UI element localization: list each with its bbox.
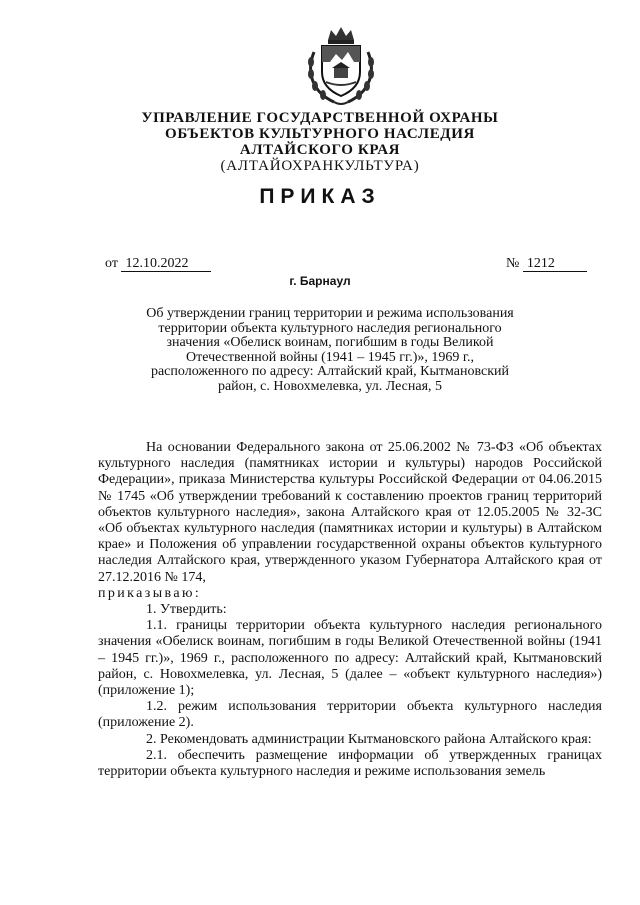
document-title: ПРИКАЗ — [259, 185, 381, 208]
org-line-1: УПРАВЛЕНИЕ ГОСУДАРСТВЕННОЙ ОХРАНЫ — [141, 110, 499, 126]
body-paragraph: 1.1. границы территории объекта культурного наследия регионального значения «Обелиск воинам, погибшим в годы Великой Отечественной войны (1941 – 1945 гг.)», 1969 г., расположенного по адресу: Алтайский край, Кытмановский район, с. Новохмелевка, ул. Лесная, 5 (далее – «объект культурного наследия») (приложение 1); — [98, 618, 602, 699]
date-value: 12.10.2022 — [121, 256, 211, 272]
number-field — [506, 256, 587, 272]
city-label: г. Барнаул — [289, 274, 351, 288]
subject-line: значения «Обелиск воинам, погибшим в годы Великой — [166, 335, 494, 351]
subject-line: расположенного по адресу: Алтайский край, Кытмановский — [150, 364, 510, 380]
org-short-name: (АЛТАЙОХРАНКУЛЬТУРА) — [220, 158, 420, 174]
body-paragraph: 2. Рекомендовать администрации Кытмановского района Алтайского края: — [146, 731, 592, 747]
order-keyword: приказываю: — [98, 585, 202, 601]
org-line-2: ОБЪЕКТОВ КУЛЬТУРНОГО НАСЛЕДИЯ — [165, 126, 475, 142]
subject-line: территории объекта культурного наследия регионального — [158, 320, 502, 336]
document-subject — [140, 307, 520, 395]
subject-line: Об утверждении границ территории и режима использования — [146, 306, 514, 321]
subject-line: район, с. Новохмелевка, ул. Лесная, 5 — [217, 378, 443, 394]
body-paragraph: 1. Утвердить: — [146, 602, 227, 618]
organization-name — [0, 110, 640, 174]
org-line-3: АЛТАЙСКОГО КРАЯ — [239, 142, 401, 158]
date-field — [105, 256, 211, 272]
date-prefix: от — [105, 256, 118, 271]
body-paragraph: На основании Федерального закона от 25.06.2002 № 73-ФЗ «Об объектах культурного наследия (памятниках истории и культуры) народов Российской Федерации», приказа Министерства культуры Российской Федерации от 04.06.2015 № 1745 «Об утверждении требований к составлению проектов границ территорий объектов культурного наследия», закона Алтайского края от 12.05.2005 № 32-ЗС «Об объектах культурного наследия (памятниках истории и культуры) в Алтайском крае» и Положения об управлении государственной охраны объектов культурного наследия Алтайского края, утвержденного указом Губернатора Алтайского края от 27.12.2016 № 174, — [98, 440, 602, 585]
number-value: 1212 — [523, 256, 587, 272]
coat-of-arms-icon — [300, 22, 382, 108]
body-paragraph: 2.1. обеспечить размещение информации об утвержденных границах территории объекта культурного наследия и режиме использования земель — [98, 747, 602, 780]
body-paragraph: 1.2. режим использования территории объекта культурного наследия (приложение 2). — [98, 699, 602, 731]
subject-line: Отечественной войны (1941 – 1945 гг.)», 1969 г., — [185, 349, 475, 365]
document-body — [98, 440, 602, 780]
number-prefix: № — [506, 256, 520, 271]
